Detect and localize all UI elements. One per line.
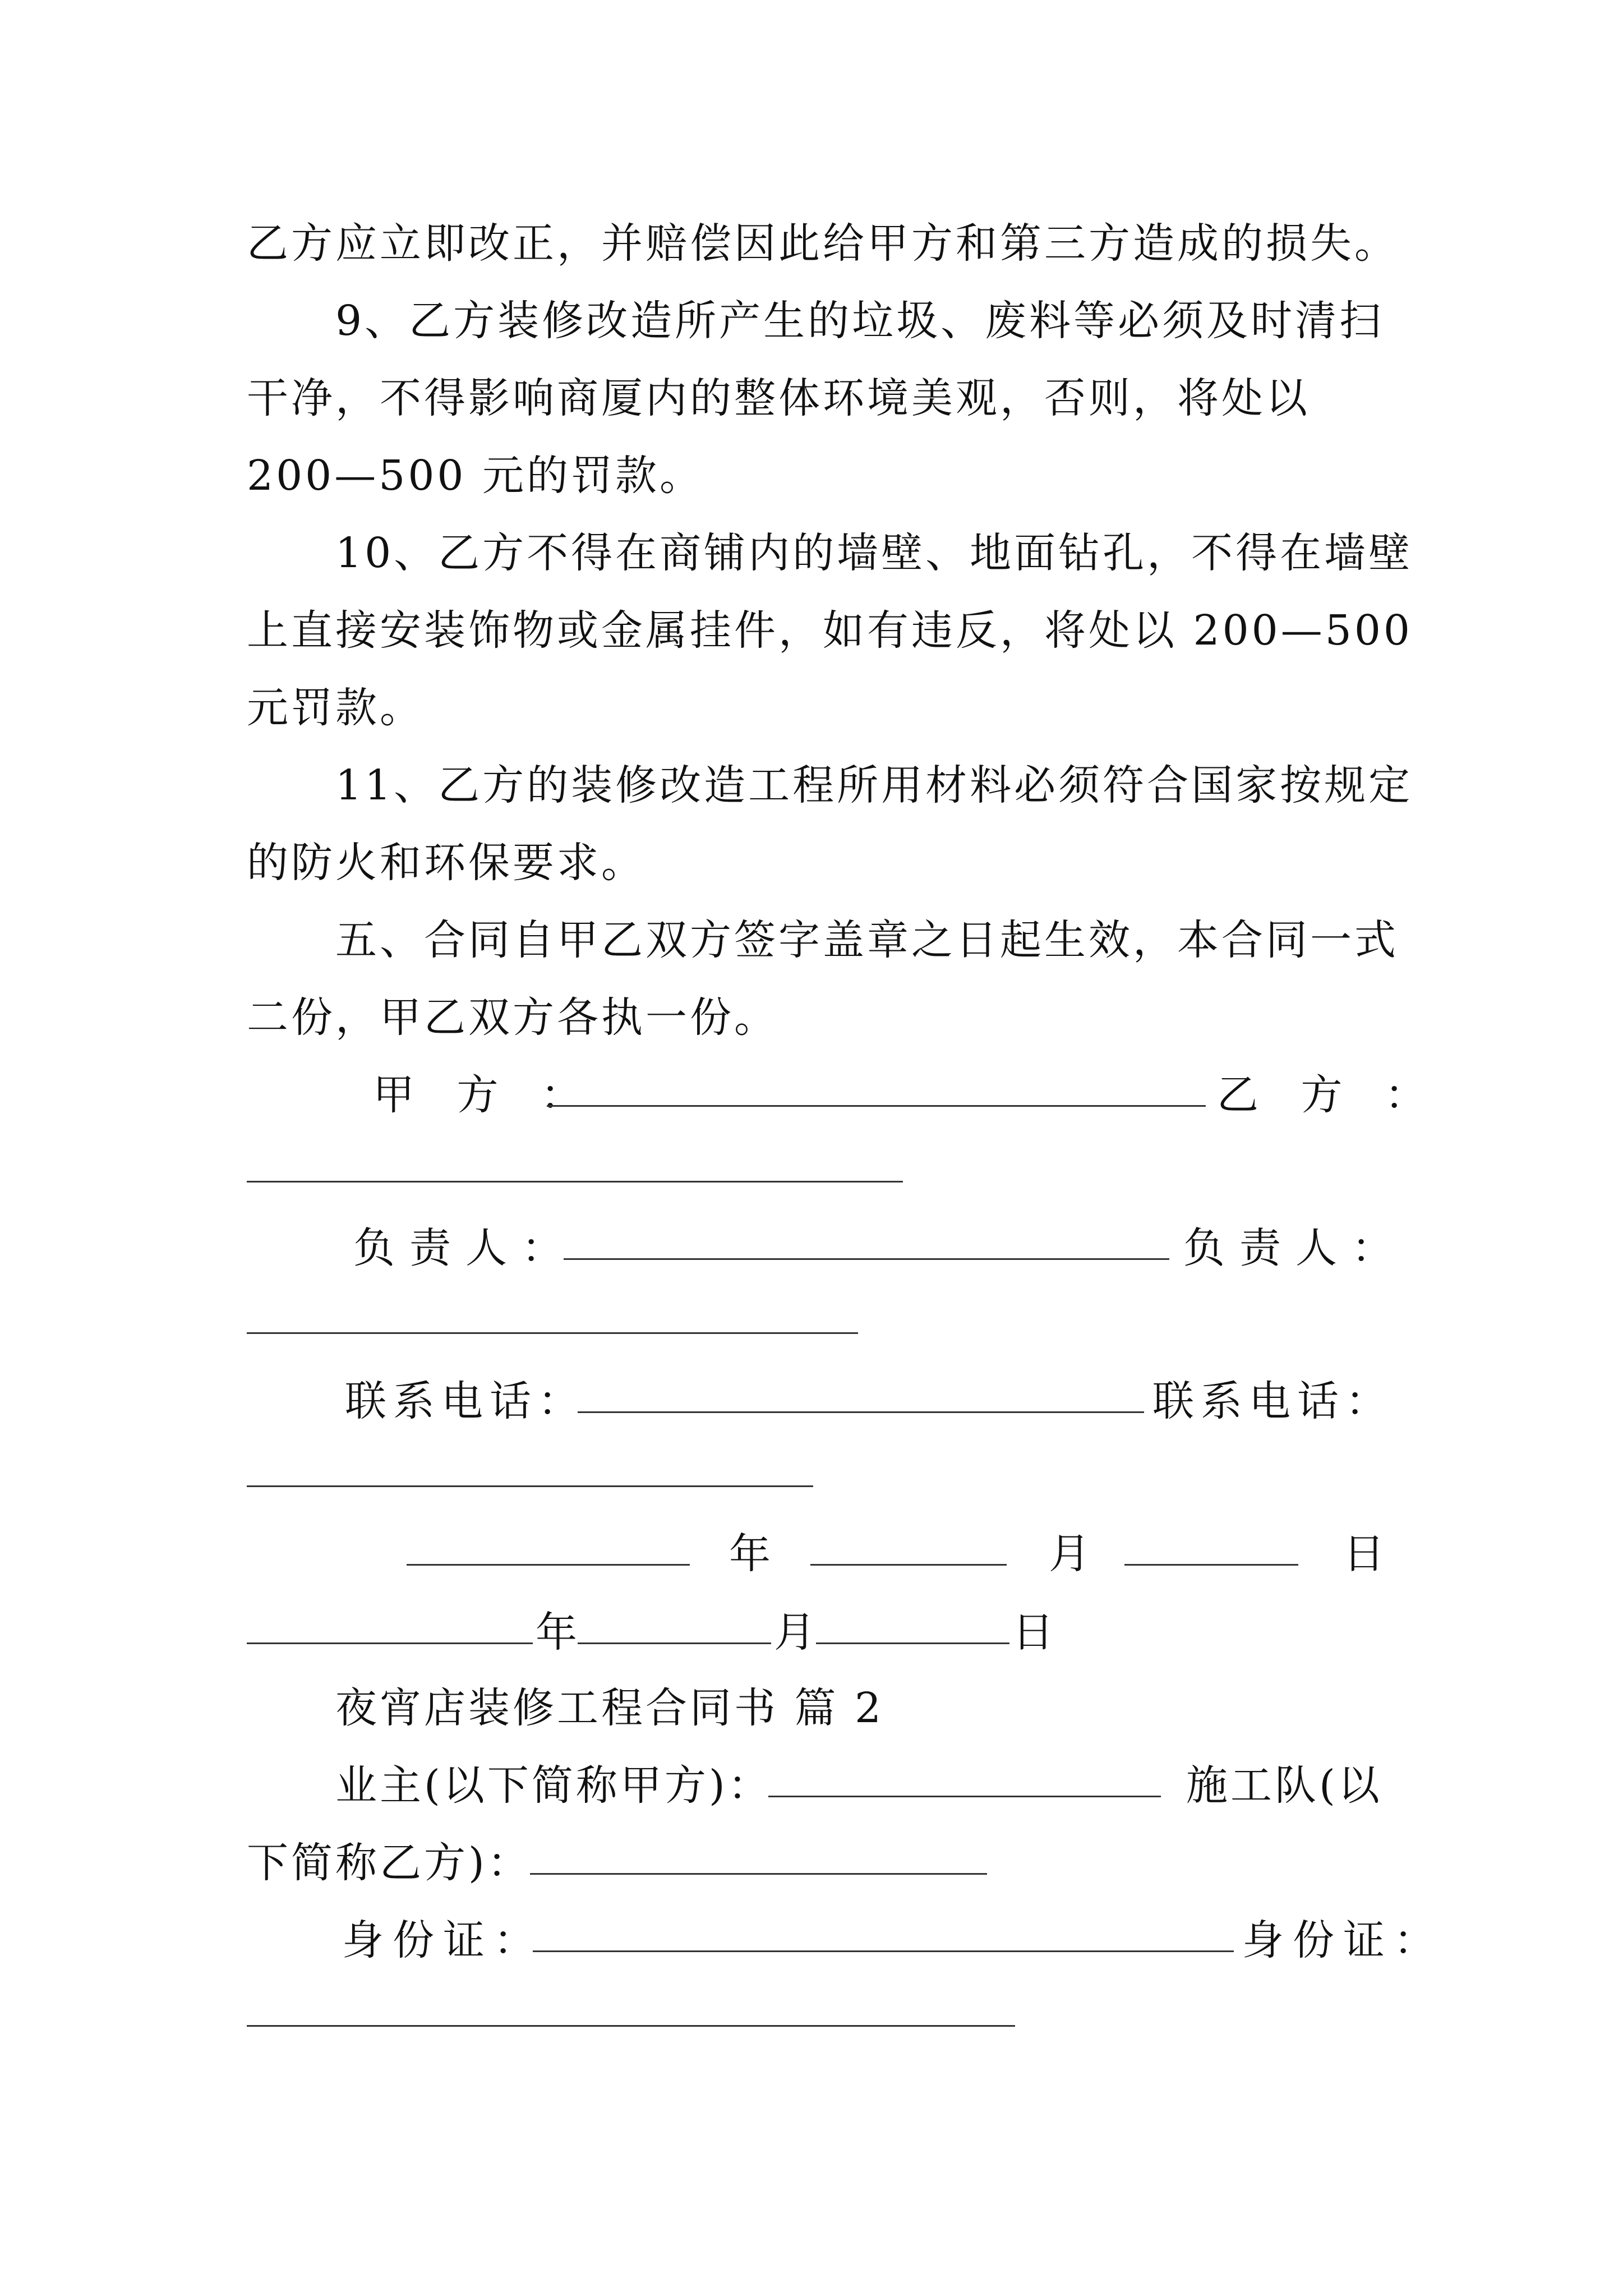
person-b-blank bbox=[247, 1332, 858, 1334]
day-b-label: 日 bbox=[1012, 1608, 1054, 1657]
team-blank bbox=[530, 1873, 987, 1875]
day-a-blank bbox=[1124, 1564, 1298, 1566]
team-label-cont: 下简称乙方)： bbox=[247, 1839, 532, 1887]
owner-blank bbox=[768, 1796, 1161, 1797]
phone-a-blank bbox=[578, 1411, 1144, 1413]
paragraph-line: 上直接安装饰物或金属挂件，如有违反，将处以 200—500 bbox=[247, 606, 1413, 655]
year-b-label: 年 bbox=[536, 1608, 577, 1657]
day-b-blank bbox=[816, 1642, 1009, 1644]
section-5-line: 五、合同自甲乙双方签字盖章之日起生效，本合同一式 bbox=[335, 916, 1399, 964]
paragraph-line: 200—500 元的罚款。 bbox=[247, 452, 704, 500]
id-b-blank bbox=[247, 2025, 1015, 2027]
section-2-title: 夜宵店装修工程合同书 篇 2 bbox=[335, 1684, 884, 1732]
id-b-label: 身份证： bbox=[1242, 1916, 1444, 1964]
year-a-label: 年 bbox=[729, 1530, 771, 1578]
day-a-label: 日 bbox=[1343, 1530, 1385, 1578]
month-a-label: 月 bbox=[1049, 1530, 1090, 1578]
id-a-label: 身份证： bbox=[342, 1916, 544, 1964]
clause-11-line: 11、乙方的装修改造工程所用材料必须符合国家按规定 bbox=[335, 761, 1413, 809]
month-b-blank bbox=[578, 1642, 771, 1644]
year-a-blank bbox=[407, 1564, 690, 1566]
person-b-label: 负责人： bbox=[1183, 1224, 1408, 1272]
paragraph-line: 的防火和环保要求。 bbox=[247, 839, 645, 887]
party-a-label: 甲 方 ： bbox=[373, 1071, 597, 1119]
paragraph-line: 乙方应立即改正，并赔偿因此给甲方和第三方造成的损失。 bbox=[247, 219, 1399, 268]
team-label: 施工队(以 bbox=[1186, 1761, 1382, 1810]
person-a-label: 负责人： bbox=[353, 1224, 578, 1272]
clause-9-line: 9、乙方装修改造所产生的垃圾、废料等必须及时清扫 bbox=[335, 297, 1384, 345]
phone-b-blank bbox=[247, 1485, 813, 1487]
party-b-blank bbox=[247, 1181, 903, 1182]
month-a-blank bbox=[810, 1564, 1007, 1566]
phone-b-label: 联系电话： bbox=[1152, 1377, 1394, 1425]
paragraph-line: 元罚款。 bbox=[247, 684, 424, 732]
person-a-blank bbox=[564, 1258, 1169, 1260]
year-b-blank bbox=[247, 1642, 533, 1644]
month-b-label: 月 bbox=[774, 1608, 815, 1657]
owner-label: 业主(以下简称甲方)： bbox=[335, 1761, 772, 1810]
clause-10-line: 10、乙方不得在商铺内的墙壁、地面钻孔，不得在墙壁 bbox=[335, 529, 1413, 577]
id-a-blank bbox=[533, 1950, 1234, 1952]
paragraph-line: 干净，不得影响商厦内的整体环境美观，否则，将处以 bbox=[247, 374, 1310, 422]
phone-a-label: 联系电话： bbox=[345, 1377, 586, 1425]
party-a-blank bbox=[547, 1105, 1206, 1107]
party-b-label: 乙 方 ： bbox=[1217, 1071, 1441, 1119]
paragraph-line: 二份，甲乙双方各执一份。 bbox=[247, 993, 778, 1042]
